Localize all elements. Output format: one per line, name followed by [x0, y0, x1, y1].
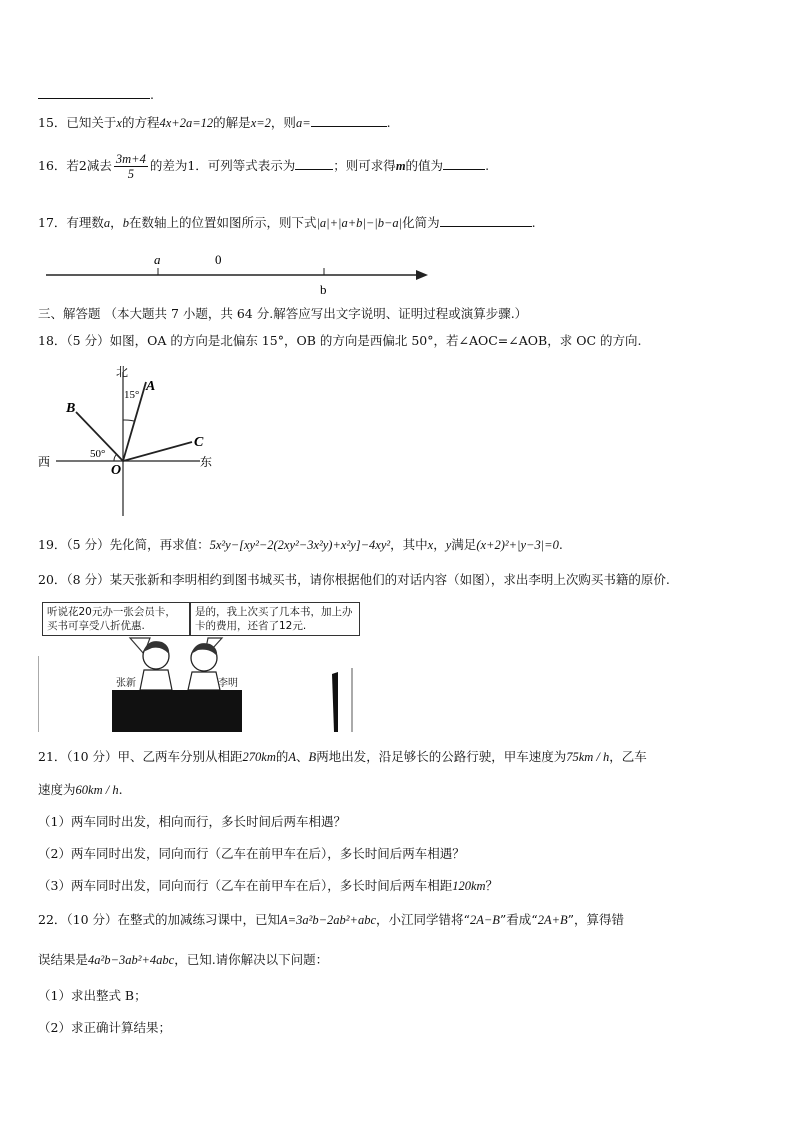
name-label-left: 张新: [116, 678, 136, 689]
question-21-line1: 21．（10 分）甲、乙两车分别从相距270km的A、B两地出发，沿足够长的公路行驶，甲车速度为75km / h，乙车: [38, 749, 647, 764]
number-line-figure: [44, 250, 436, 298]
answer-blank[interactable]: [311, 114, 387, 127]
shelf-edge: [332, 672, 338, 732]
question-21-part2: （2）两车同时出发，同向而行（乙车在前甲车在后），多长时间后两车相遇？: [38, 846, 465, 861]
answer-blank[interactable]: [440, 214, 532, 227]
compass-angle-figure: [34, 360, 224, 516]
label-north: 北: [116, 365, 129, 379]
q14-answer-line: .: [38, 86, 154, 103]
speech-bubble-left: 听说花20元办一张会员卡，买书可享受八折优惠.: [42, 602, 190, 636]
cartoon-figures: [38, 598, 358, 734]
question-15: 15．已知关于x的方程4x+2a=12的解是x=2，则a= .: [38, 115, 391, 130]
label-a: a: [154, 252, 161, 267]
label-15deg: 15°: [124, 389, 140, 401]
label-O: O: [111, 463, 122, 478]
label-A: A: [146, 379, 156, 394]
dialogue-illustration: [38, 598, 358, 734]
boy-right-body: [188, 672, 220, 690]
arrow-icon: [416, 270, 428, 280]
question-22-line2: 误结果是4a²b−3ab²+4abc，已知.请你解决以下问题：: [38, 952, 329, 967]
label-C: C: [194, 435, 204, 450]
label-B: B: [66, 401, 76, 416]
boy-left-body: [140, 670, 172, 690]
answer-blank[interactable]: [38, 86, 150, 99]
desk-block: [112, 690, 242, 732]
label-zero: 0: [215, 252, 222, 267]
question-22-part2: （2）求正确计算结果；: [38, 1020, 171, 1035]
fraction: $\frac{3m+4}{5}$: [115, 152, 146, 181]
ray-OC: [123, 442, 192, 461]
speech-bubble-right: 是的，我上次买了几本书，加上办卡的费用，还省了12元.: [190, 602, 360, 636]
question-19: 19．（5 分）先化简，再求值：5x²y−[xy²−2(2xy²−3x²y)+x²y]−4xy²，其中x，y满足(x+2)²+|y−3|=0.: [38, 537, 563, 552]
label-east: 东: [200, 455, 213, 469]
answer-blank[interactable]: [295, 157, 333, 170]
label-50deg: 50°: [90, 448, 106, 460]
angle-15-arc: [123, 420, 134, 421]
question-22-part1: （1）求出整式 B；: [38, 988, 147, 1003]
label-b: b: [320, 282, 327, 297]
question-17: 17．有理数a，b在数轴上的位置如图所示，则下式|a|+|a+b|−|b−a|化简为 .: [38, 215, 536, 230]
question-21-line2: 速度为60km / h.: [38, 782, 123, 797]
section-3-heading: 三、解答题 （本大题共 7 小题，共 64 分.解答应写出文字说明、证明过程或演算步骤.）: [38, 306, 528, 321]
question-22-line1: 22．（10 分）在整式的加减练习课中，已知A=3a²b−2ab²+abc，小江同学错将“2A−B”看成“2A+B”，算得错: [38, 912, 625, 927]
answer-blank[interactable]: [443, 157, 485, 170]
question-21-part3: （3）两车同时出发，同向而行（乙车在前甲车在后），多长时间后两车相距120km？: [38, 878, 499, 893]
angle-50-arc: [114, 454, 117, 461]
question-16: 16．若2减去 $\frac{3m+4}{5}$ 的差为1．可列等式表示为 ；则可求得m的值为 .: [38, 152, 490, 181]
name-label-right: 李明: [218, 678, 238, 689]
question-20: 20．（8 分）某天张新和李明相约到图书城买书，请你根据他们的对话内容（如图），求出李明上次购买书籍的原价.: [38, 572, 670, 587]
question-18: 18．（5 分）如图，OA 的方向是北偏东 15°，OB 的方向是西偏北 50°，若∠AOC=∠AOB，求 OC 的方向.: [38, 333, 642, 348]
label-west: 西: [38, 455, 51, 469]
question-21-part1: （1）两车同时出发，相向而行，多长时间后两车相遇？: [38, 814, 346, 829]
